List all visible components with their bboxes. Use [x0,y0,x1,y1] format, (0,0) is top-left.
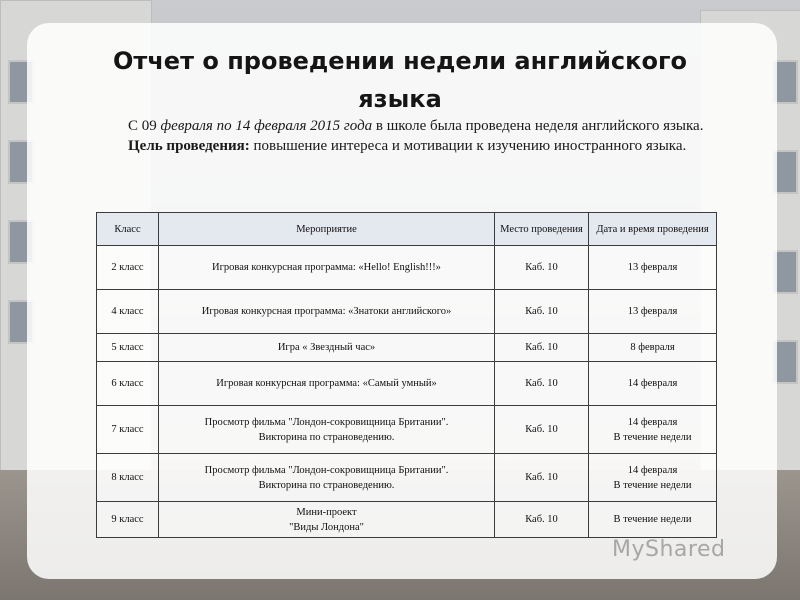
cell-event [159,406,495,454]
cell-event-line: Просмотр фильма "Лондон-сокровищница Британии". [204,416,449,428]
cell-place [495,406,589,454]
table-row [97,454,717,502]
cell-date [589,406,717,454]
cell-event [159,246,495,290]
cell-class [97,290,159,334]
cell-date-line: 13 февраля [627,262,678,273]
cell-place [495,362,589,406]
title-line-1: Отчет о проведении недели английского [113,47,687,75]
cell-event-line: Игровая конкурсная программа: «Самый умный» [216,378,437,389]
cell-place-line: Каб. 10 [525,472,558,483]
cell-place-line: Каб. 10 [525,262,558,273]
cell-place-line: Каб. 10 [525,378,558,389]
cell-event [159,362,495,406]
cell-date-line: 8 февраля [630,342,675,353]
cell-event-line: Игра « Звездный час» [277,342,376,353]
cell-event [159,290,495,334]
cell-date-line: 13 февраля [627,306,678,317]
header-class: Класс [97,213,159,246]
cell-date [589,334,717,362]
table-row [97,334,717,362]
cell-event-line: Викторина по страноведению. [258,479,395,491]
cell-event-line: Викторина по страноведению. [258,431,395,443]
cell-class [97,502,159,538]
header-place: Место проведения [495,213,589,246]
cell-class [97,406,159,454]
cell-date [589,362,717,406]
table-header-row [97,213,717,246]
cell-class-line: 7 класс [111,424,144,435]
intro-paragraph-2 [74,136,708,156]
goal-text: повышение интереса и мотивации к изучению иностранного языка. [249,138,687,154]
cell-event [159,334,495,362]
intro-end: в школе была проведена неделя английского языка. [372,118,704,134]
cell-event-line: "Виды Лондона" [289,521,364,533]
cell-date [589,502,717,538]
cell-event-line: Игровая конкурсная программа: «Hello! English!!!» [212,262,441,273]
cell-date-line: В течение недели [613,514,692,525]
cell-class [97,334,159,362]
cell-class-line: 2 класс [111,262,144,273]
cell-class-line: 6 класс [111,378,144,389]
cell-event [159,454,495,502]
title-line-2: языка [358,85,442,113]
cell-class-line: 8 класс [111,472,144,483]
events-table [96,212,717,538]
table-row [97,290,717,334]
cell-place [495,502,589,538]
cell-date [589,246,717,290]
intro-paragraph-1 [74,116,708,136]
cell-class [97,454,159,502]
cell-date-line: В течение недели [613,479,692,491]
header-event: Мероприятие [159,213,495,246]
cell-place-line: Каб. 10 [525,424,558,435]
cell-class-line: 9 класс [111,514,144,525]
cell-class-line: 4 класс [111,306,144,317]
cell-event [159,502,495,538]
watermark-logo: MyShared [612,537,726,562]
cell-date-line: 14 февраля [627,378,678,389]
cell-date [589,290,717,334]
cell-class [97,362,159,406]
goal-label: Цель проведения: [128,138,250,154]
cell-place [495,454,589,502]
header-date: Дата и время проведения [589,213,717,246]
cell-place-line: Каб. 10 [525,342,558,353]
cell-event-line: Игровая конкурсная программа: «Знатоки английского» [201,306,452,317]
table-row [97,362,717,406]
slide-title [60,42,740,118]
cell-event-line: Мини-проект [296,506,357,518]
cell-date-line: В течение недели [613,431,692,443]
table-row [97,246,717,290]
intro-dates: февраля по 14 февраля 2015 года [160,118,373,134]
cell-place [495,334,589,362]
table-row [97,502,717,538]
cell-date-line: 14 февраля [627,464,678,476]
cell-place-line: Каб. 10 [525,514,558,525]
cell-place-line: Каб. 10 [525,306,558,317]
cell-date-line: 14 февраля [627,416,678,428]
cell-date [589,454,717,502]
cell-class [97,246,159,290]
cell-event-line: Просмотр фильма "Лондон-сокровищница Британии". [204,464,449,476]
cell-place [495,246,589,290]
cell-place [495,290,589,334]
cell-class-line: 5 класс [111,342,144,353]
intro-text [74,116,708,156]
table-row [97,406,717,454]
intro-start: С 09 [128,118,161,134]
